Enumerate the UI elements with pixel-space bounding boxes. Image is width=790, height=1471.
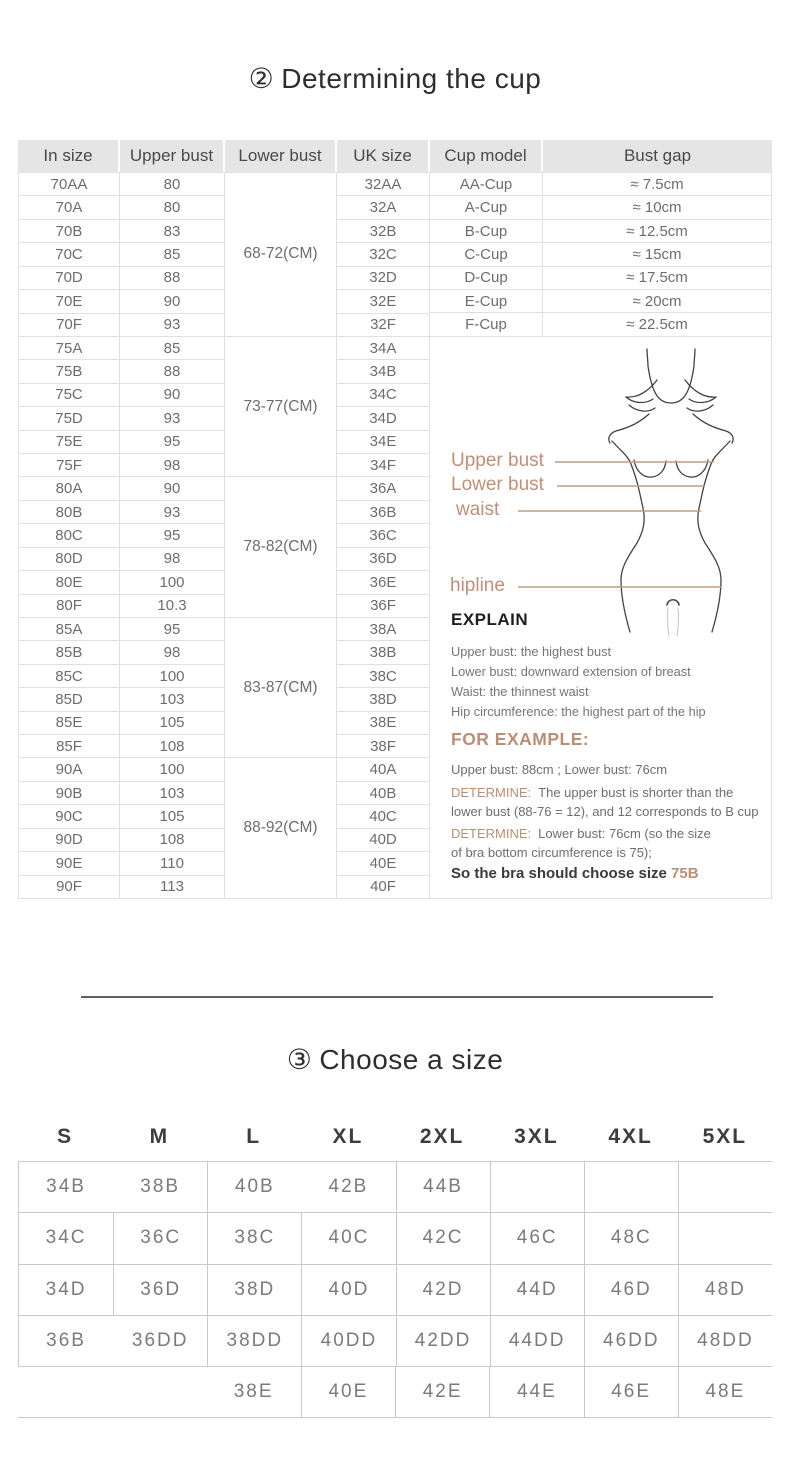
upper-bust-cell: 110 (120, 852, 225, 875)
in-size-cell: 85C (19, 665, 120, 688)
size-cell (490, 1162, 584, 1212)
in-size-cell: 90C (19, 805, 120, 828)
size-table-row (18, 1315, 772, 1366)
in-size-cell: 85D (19, 688, 120, 711)
size-column-header: XL (332, 1125, 364, 1148)
bust-gap-cell: ≈ 17.5cm (543, 267, 772, 290)
determine-text: of bra bottom circumference is 75); (451, 845, 652, 861)
size-cell: 36C (113, 1213, 207, 1263)
waist-label: waist (456, 498, 500, 520)
size-column-header: 5XL (702, 1125, 748, 1148)
explain-line: Waist: the thinnest waist (451, 683, 589, 699)
upper-bust-cell: 95 (120, 618, 225, 641)
uk-size-cell: 38F (337, 735, 430, 758)
size-cell: 38B (140, 1176, 181, 1198)
upper-bust-cell: 90 (120, 384, 225, 407)
size-cell: 36B (46, 1330, 86, 1352)
column-header: Upper bust (120, 140, 225, 172)
upper-bust-cell: 95 (120, 524, 225, 547)
size-cell: 38DD (207, 1316, 301, 1366)
upper-bust-cell: 10.3 (120, 595, 225, 618)
cup-model-cell: C-Cup (430, 243, 543, 266)
size-table-row (18, 1161, 772, 1212)
in-size-cell: 90A (19, 758, 120, 781)
determine-label: DETERMINE: (451, 825, 532, 841)
uk-size-cell: 38B (337, 641, 430, 664)
uk-size-cell: 34E (337, 431, 430, 454)
conclusion-text: So the bra should choose size (451, 864, 672, 882)
bust-gap-cell: ≈ 15cm (543, 243, 772, 266)
in-size-cell: 75B (19, 360, 120, 383)
column-header: Cup model (430, 140, 543, 172)
uk-size-cell: 40B (337, 782, 430, 805)
in-size-cell: 85E (19, 712, 120, 735)
upper-bust-cell: 105 (120, 712, 225, 735)
in-size-cell: 70C (19, 243, 120, 266)
in-size-cell: 90E (19, 852, 120, 875)
size-column-header: S (57, 1125, 74, 1148)
size-table-row (18, 1212, 772, 1263)
column-header: Bust gap (543, 140, 772, 172)
explain-line: Lower bust: downward extension of breast (451, 663, 691, 679)
size-cell: 48DD (678, 1316, 772, 1366)
in-size-cell: 80F (19, 595, 120, 618)
uk-size-cell: 40A (337, 758, 430, 781)
uk-size-cell: 38E (337, 712, 430, 735)
cup-row (430, 243, 772, 266)
measurement-diagram-cell (430, 336, 772, 899)
upper-bust-cell: 98 (120, 548, 225, 571)
explain-lines (451, 642, 763, 722)
in-size-cell: 85F (19, 735, 120, 758)
bust-gap-cell: ≈ 7.5cm (543, 173, 772, 196)
cup-model-cell: A-Cup (430, 196, 543, 219)
band-size-group (19, 173, 430, 337)
size-table-body (18, 1161, 772, 1418)
determine-text: lower bust (88-76 = 12), and 12 corresponds to B cup (451, 804, 759, 820)
upper-bust-cell: 93 (120, 314, 225, 337)
lower-bust-range-cell: 78-82(CM) (225, 477, 337, 618)
size-cell: 38D (207, 1265, 301, 1315)
size-cell: 36D (113, 1265, 207, 1315)
lower-bust-label: Lower bust (451, 473, 544, 495)
size-cell: 40E (301, 1367, 395, 1417)
section-size-title (0, 1043, 790, 1076)
in-size-cell: 80D (19, 548, 120, 571)
uk-size-cell: 32F (337, 314, 430, 337)
uk-size-cell: 32A (337, 196, 430, 219)
size-cell: 40C (301, 1213, 395, 1263)
uk-size-cell: 38A (337, 618, 430, 641)
size-cell (678, 1213, 772, 1263)
bra-table-cup-columns (430, 172, 772, 337)
in-size-cell: 70E (19, 290, 120, 313)
size-cell: 46D (584, 1265, 678, 1315)
in-size-cell: 75F (19, 454, 120, 477)
column-header: In size (18, 140, 120, 172)
size-cell: 46C (490, 1213, 584, 1263)
upper-bust-cell: 80 (120, 173, 225, 196)
band-size-group (19, 758, 430, 899)
uk-size-cell: 40C (337, 805, 430, 828)
cup-row (430, 173, 772, 196)
size-cell: 42C (396, 1213, 490, 1263)
uk-size-cell: 36D (337, 548, 430, 571)
upper-bust-cell: 113 (120, 876, 225, 899)
uk-size-cell: 34B (337, 360, 430, 383)
size-table-header-row (18, 1113, 772, 1161)
determine-text: The upper bust is shorter than the (538, 784, 734, 800)
upper-bust-cell: 88 (120, 360, 225, 383)
size-cell: 38C (207, 1213, 301, 1263)
uk-size-cell: 32D (337, 267, 430, 290)
cup-row (430, 313, 772, 336)
bra-table-header-row (18, 140, 772, 172)
size-cell: 38E (233, 1381, 274, 1403)
in-size-cell: 80E (19, 571, 120, 594)
cup-row (430, 290, 772, 313)
column-header: Lower bust (225, 140, 337, 172)
in-size-cell: 90F (19, 876, 120, 899)
size-cell: 46DD (584, 1316, 678, 1366)
size-column-header: 4XL (608, 1125, 653, 1148)
size-cell: 44B (396, 1162, 490, 1212)
column-header: UK size (337, 140, 430, 172)
size-cell: 44DD (490, 1316, 584, 1366)
cup-row (430, 196, 772, 219)
uk-size-cell: 36A (337, 477, 430, 500)
upper-bust-cell: 103 (120, 782, 225, 805)
section-cup-number: ② (248, 63, 275, 94)
bust-gap-cell: ≈ 12.5cm (543, 220, 772, 243)
explain-line: Upper bust: the highest bust (451, 643, 612, 659)
uk-size-cell: 36E (337, 571, 430, 594)
upper-bust-cell: 100 (120, 758, 225, 781)
section-cup-title-text: Determining the cup (281, 63, 542, 94)
determine-label: DETERMINE: (451, 784, 532, 800)
upper-bust-cell: 108 (120, 829, 225, 852)
size-cell: 36DD (131, 1330, 189, 1352)
in-size-cell: 85A (19, 618, 120, 641)
upper-bust-label: Upper bust (451, 449, 544, 471)
uk-size-cell: 40F (337, 876, 430, 899)
lower-bust-range-cell: 88-92(CM) (225, 758, 337, 899)
hipline-label: hipline (450, 574, 505, 596)
upper-bust-cell: 95 (120, 431, 225, 454)
uk-size-cell: 40E (337, 852, 430, 875)
uk-size-cell: 34F (337, 454, 430, 477)
uk-size-cell: 32C (337, 243, 430, 266)
in-size-cell: 80B (19, 501, 120, 524)
size-cell: 34B (46, 1176, 86, 1198)
band-size-group (19, 618, 430, 759)
determine-band-block (451, 824, 767, 863)
in-size-cell: 75C (19, 384, 120, 407)
in-size-cell: 75E (19, 431, 120, 454)
upper-bust-cell: 93 (120, 501, 225, 524)
uk-size-cell: 36F (337, 595, 430, 618)
in-size-cell: 70A (19, 196, 120, 219)
size-cell: 34C (45, 1227, 87, 1249)
upper-bust-cell: 100 (120, 665, 225, 688)
size-cell: 42E (395, 1367, 489, 1417)
uk-size-cell: 38D (337, 688, 430, 711)
size-cell (18, 1367, 112, 1417)
in-size-cell: 70D (19, 267, 120, 290)
size-cell: 42DD (396, 1316, 490, 1366)
bust-gap-cell: ≈ 20cm (543, 290, 772, 313)
size-column-header: L (246, 1125, 262, 1148)
in-size-cell: 80C (19, 524, 120, 547)
conclusion-line (451, 865, 699, 882)
cup-model-cell: F-Cup (430, 313, 543, 336)
in-size-cell: 70B (19, 220, 120, 243)
upper-bust-cell: 105 (120, 805, 225, 828)
size-column-header: 2XL (419, 1125, 465, 1148)
uk-size-cell: 36C (337, 524, 430, 547)
cup-row (430, 267, 772, 290)
upper-bust-cell: 98 (120, 454, 225, 477)
choose-size-table (18, 1113, 772, 1418)
section-cup-title (0, 62, 790, 95)
explain-title: EXPLAIN (451, 609, 529, 629)
uk-size-cell: 32B (337, 220, 430, 243)
size-cell: 44E (489, 1367, 583, 1417)
upper-bust-cell: 90 (120, 477, 225, 500)
upper-bust-cell: 103 (120, 688, 225, 711)
size-cell: 48D (678, 1265, 772, 1315)
cup-model-cell: B-Cup (430, 220, 543, 243)
recommended-size: 75B (671, 864, 699, 882)
size-cell: 48E (678, 1367, 772, 1417)
in-size-cell: 75D (19, 407, 120, 430)
uk-size-cell: 36B (337, 501, 430, 524)
size-cell: 34D (45, 1278, 87, 1300)
cup-model-cell: E-Cup (430, 290, 543, 313)
size-cell: 40B (207, 1162, 301, 1212)
upper-bust-cell: 90 (120, 290, 225, 313)
upper-bust-cell: 85 (120, 243, 225, 266)
size-cell (584, 1162, 678, 1212)
upper-bust-cell: 85 (120, 337, 225, 360)
upper-bust-cell: 93 (120, 407, 225, 430)
section-size-number: ③ (286, 1044, 313, 1075)
cup-model-cell: AA-Cup (430, 173, 543, 196)
example-measurements: Upper bust: 88cm ; Lower bust: 76cm (451, 761, 668, 777)
size-cell: 42D (396, 1265, 490, 1315)
size-cell: 40D (301, 1265, 395, 1315)
uk-size-cell: 32AA (337, 173, 430, 196)
size-column-header: 3XL (514, 1125, 559, 1148)
in-size-cell: 90B (19, 782, 120, 805)
upper-bust-cell: 108 (120, 735, 225, 758)
explain-line: Hip circumference: the highest part of the hip (451, 703, 706, 719)
upper-bust-cell: 80 (120, 196, 225, 219)
band-size-group (19, 337, 430, 478)
band-size-group (19, 477, 430, 618)
uk-size-cell: 32E (337, 290, 430, 313)
size-column-header: M (149, 1125, 170, 1148)
determine-text: Lower bust: 76cm (so the size (538, 825, 711, 841)
measurement-lines (518, 462, 722, 587)
in-size-cell: 85B (19, 641, 120, 664)
in-size-cell: 75A (19, 337, 120, 360)
in-size-cell: 80A (19, 477, 120, 500)
for-example-title: FOR EXAMPLE: (451, 728, 590, 749)
in-size-cell: 90D (19, 829, 120, 852)
uk-size-cell: 34A (337, 337, 430, 360)
size-cell (678, 1162, 772, 1212)
lower-bust-range-cell: 83-87(CM) (225, 618, 337, 759)
lower-bust-range-cell: 68-72(CM) (225, 173, 337, 337)
bust-gap-cell: ≈ 22.5cm (543, 313, 772, 336)
size-cell: 42B (328, 1176, 369, 1198)
determine-cup-block (451, 783, 767, 822)
size-cell: 44D (490, 1265, 584, 1315)
size-table-row (18, 1366, 772, 1418)
uk-size-cell: 34C (337, 384, 430, 407)
upper-bust-cell: 100 (120, 571, 225, 594)
cup-model-cell: D-Cup (430, 267, 543, 290)
lower-bust-range-cell: 73-77(CM) (225, 337, 337, 478)
upper-bust-cell: 83 (120, 220, 225, 243)
upper-bust-cell: 98 (120, 641, 225, 664)
size-table-row (18, 1264, 772, 1315)
section-size-title-text: Choose a size (319, 1044, 504, 1075)
uk-size-cell: 38C (337, 665, 430, 688)
bra-table-left-columns (18, 172, 430, 899)
size-cell: 46E (584, 1367, 678, 1417)
in-size-cell: 70F (19, 314, 120, 337)
cup-row (430, 220, 772, 243)
section-divider (81, 996, 713, 998)
bust-gap-cell: ≈ 10cm (543, 196, 772, 219)
uk-size-cell: 40D (337, 829, 430, 852)
upper-bust-cell: 88 (120, 267, 225, 290)
size-cell: 40DD (301, 1316, 395, 1366)
bra-size-table (18, 140, 772, 899)
size-cell: 48C (584, 1213, 678, 1263)
size-cell (112, 1367, 206, 1417)
uk-size-cell: 34D (337, 407, 430, 430)
in-size-cell: 70AA (19, 173, 120, 196)
